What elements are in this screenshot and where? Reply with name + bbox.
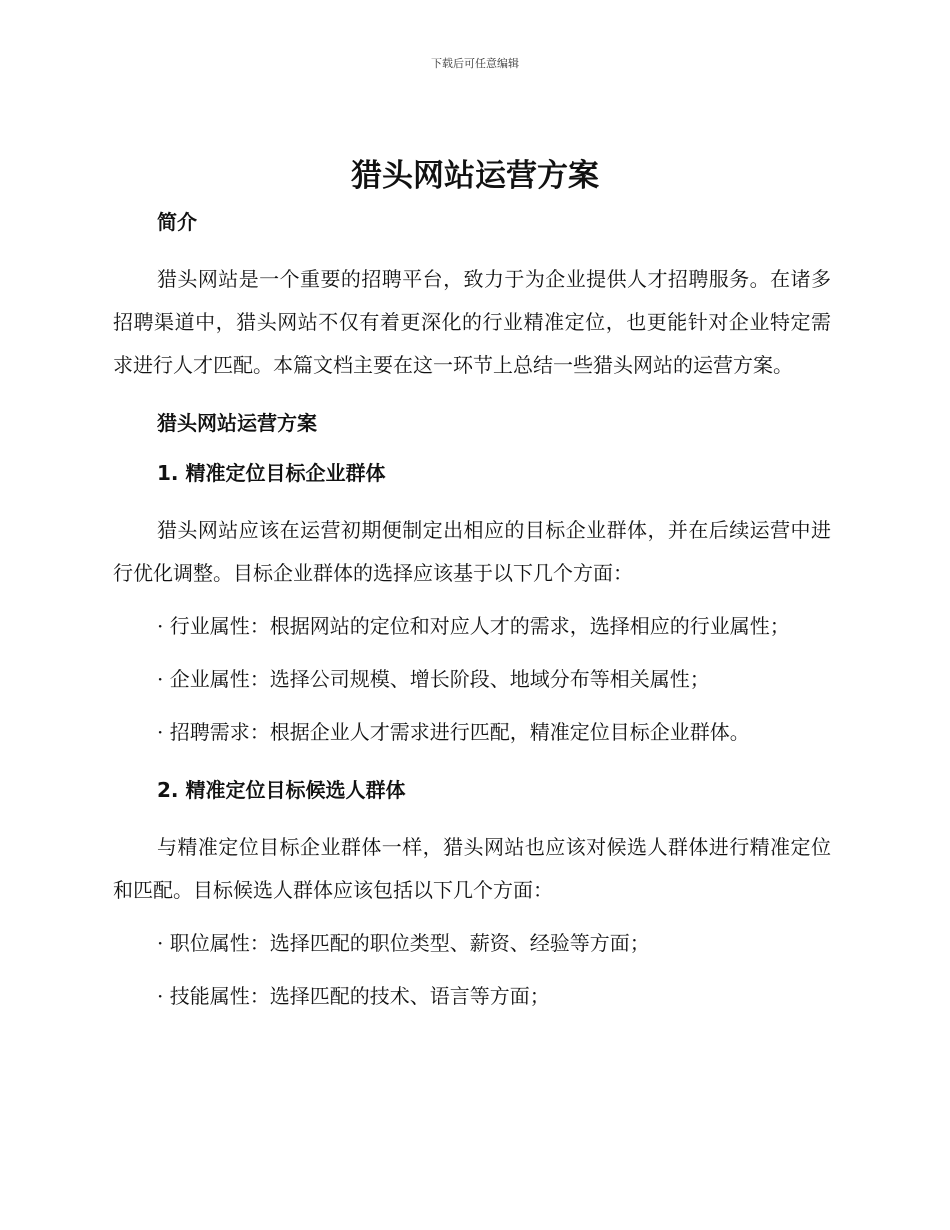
section-2-bullet: · 职位属性：选择匹配的职位类型、薪资、经验等方面； (157, 931, 650, 955)
section-1-heading: 1. 精准定位目标企业群体 (157, 461, 386, 485)
section-1-bullet: · 企业属性：选择公司规模、增长阶段、地域分布等相关属性； (157, 667, 710, 691)
document-body (113, 208, 831, 1018)
header-note: 下载后可任意编辑 (431, 57, 519, 70)
section-1-bullet: · 招聘需求：根据企业人才需求进行匹配，精准定位目标企业群体。 (157, 720, 750, 744)
section-2-bullet: · 技能属性：选择匹配的技术、语言等方面； (157, 984, 550, 1008)
section-2-heading: 2. 精准定位目标候选人群体 (157, 778, 406, 802)
document-title: 猎头网站运营方案 (351, 158, 599, 194)
intro-heading: 简介 (157, 210, 197, 234)
section-1-bullet: · 行业属性：根据网站的定位和对应人才的需求，选择相应的行业属性； (157, 614, 790, 638)
section-2-paragraph: 与精准定位目标企业群体一样，猎头网站也应该对候选人群体进行精准定位和匹配。目标候选人群体应该包括以下几个方面： (113, 835, 831, 902)
section-1-paragraph: 猎头网站应该在运营初期便制定出相应的目标企业群体，并在后续运营中进行优化调整。目标企业群体的选择应该基于以下几个方面： (113, 518, 831, 585)
plan-heading: 猎头网站运营方案 (157, 411, 317, 435)
intro-paragraph: 猎头网站是一个重要的招聘平台，致力于为企业提供人才招聘服务。在诸多招聘渠道中，猎头网站不仅有着更深化的行业精准定位，也更能针对企业特定需求进行人才匹配。本篇文档主要在这一环节上总结一些猎头网站的运营方案。 (113, 267, 831, 377)
